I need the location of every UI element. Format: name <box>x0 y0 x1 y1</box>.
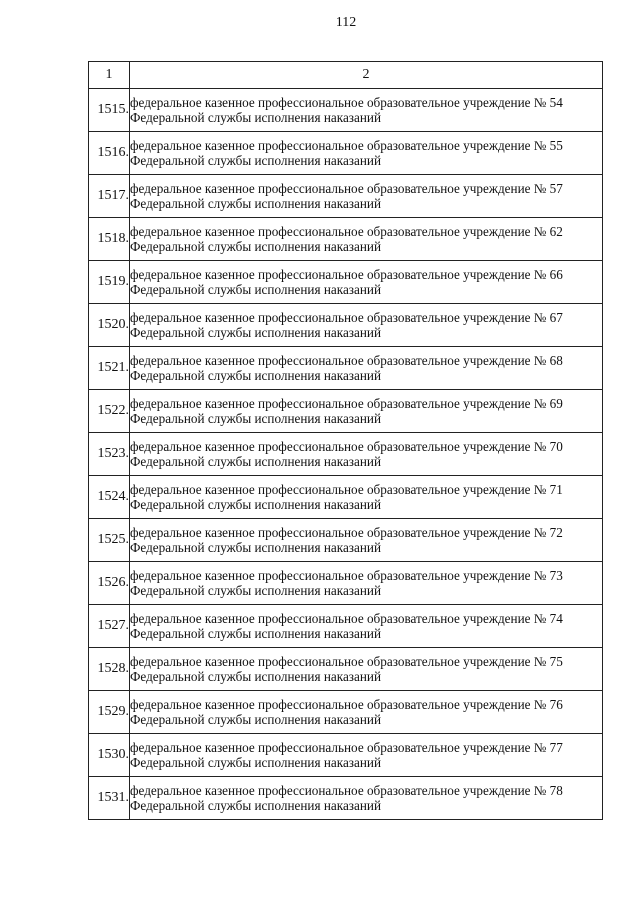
table-row <box>89 605 603 648</box>
column-header-name: 2 <box>130 62 603 89</box>
institution-name <box>130 777 603 820</box>
row-number: 1530. <box>89 734 130 777</box>
row-number: 1515. <box>89 89 130 132</box>
institution-name-line1: федеральное казенное профессиональное образовательное учреждение № 54 <box>130 95 563 110</box>
row-number: 1525. <box>89 519 130 562</box>
row-number: 1529. <box>89 691 130 734</box>
institution-name <box>130 562 603 605</box>
page-number: 112 <box>335 15 357 30</box>
row-number: 1531. <box>89 777 130 820</box>
institution-name-line1: федеральное казенное профессиональное образовательное учреждение № 71 <box>130 482 563 497</box>
institution-name <box>130 691 603 734</box>
institution-name <box>130 648 603 691</box>
institution-name-line1: федеральное казенное профессиональное образовательное учреждение № 57 <box>130 181 563 196</box>
row-number: 1527. <box>89 605 130 648</box>
institution-name-line1: федеральное казенное профессиональное образовательное учреждение № 67 <box>130 310 563 325</box>
row-number: 1520. <box>89 304 130 347</box>
institution-name-line1: федеральное казенное профессиональное образовательное учреждение № 55 <box>130 138 563 153</box>
institution-name <box>130 476 603 519</box>
institution-name <box>130 390 603 433</box>
row-number: 1518. <box>89 218 130 261</box>
table-row <box>89 347 603 390</box>
row-number: 1528. <box>89 648 130 691</box>
table-row <box>89 218 603 261</box>
institution-name-line2: Федеральной службы исполнения наказаний <box>130 325 382 340</box>
institution-name-line1: федеральное казенное профессиональное образовательное учреждение № 74 <box>130 611 563 626</box>
table-row <box>89 519 603 562</box>
institution-name <box>130 304 603 347</box>
row-number: 1521. <box>89 347 130 390</box>
institution-name <box>130 132 603 175</box>
row-number: 1526. <box>89 562 130 605</box>
table-row <box>89 390 603 433</box>
table-row <box>89 648 603 691</box>
table-row <box>89 476 603 519</box>
institution-name-line1: федеральное казенное профессиональное образовательное учреждение № 76 <box>130 697 563 712</box>
institution-name-line2: Федеральной службы исполнения наказаний <box>130 110 382 125</box>
table-row <box>89 132 603 175</box>
institution-name-line1: федеральное казенное профессиональное образовательное учреждение № 77 <box>130 740 563 755</box>
institution-name-line2: Федеральной службы исполнения наказаний <box>130 712 382 727</box>
row-number: 1516. <box>89 132 130 175</box>
institution-name <box>130 605 603 648</box>
column-header-number: 1 <box>89 62 130 89</box>
institution-name-line1: федеральное казенное профессиональное образовательное учреждение № 78 <box>130 783 563 798</box>
institution-name-line2: Федеральной службы исполнения наказаний <box>130 196 382 211</box>
institution-name-line2: Федеральной службы исполнения наказаний <box>130 755 382 770</box>
institution-name-line2: Федеральной службы исполнения наказаний <box>130 497 382 512</box>
institution-name-line1: федеральное казенное профессиональное образовательное учреждение № 75 <box>130 654 563 669</box>
table-row <box>89 777 603 820</box>
row-number: 1522. <box>89 390 130 433</box>
table-row <box>89 89 603 132</box>
institution-name-line2: Федеральной службы исполнения наказаний <box>130 454 382 469</box>
institution-name <box>130 519 603 562</box>
table-header-row <box>89 62 603 89</box>
table-row <box>89 734 603 777</box>
table-row <box>89 562 603 605</box>
institution-name-line2: Федеральной службы исполнения наказаний <box>130 153 382 168</box>
registry-table <box>88 61 603 820</box>
institution-name <box>130 175 603 218</box>
institution-name <box>130 261 603 304</box>
row-number: 1524. <box>89 476 130 519</box>
institution-name-line1: федеральное казенное профессиональное образовательное учреждение № 72 <box>130 525 563 540</box>
institution-name-line2: Федеральной службы исполнения наказаний <box>130 368 382 383</box>
table-row <box>89 261 603 304</box>
institution-name-line2: Федеральной службы исполнения наказаний <box>130 540 382 555</box>
table-body <box>89 89 603 820</box>
institution-name-line2: Федеральной службы исполнения наказаний <box>130 798 382 813</box>
institution-name-line1: федеральное казенное профессиональное образовательное учреждение № 69 <box>130 396 563 411</box>
institution-name-line1: федеральное казенное профессиональное образовательное учреждение № 68 <box>130 353 563 368</box>
institution-name-line1: федеральное казенное профессиональное образовательное учреждение № 73 <box>130 568 563 583</box>
institution-name-line2: Федеральной службы исполнения наказаний <box>130 669 382 684</box>
institution-name-line2: Федеральной службы исполнения наказаний <box>130 282 382 297</box>
table-row <box>89 175 603 218</box>
institution-name-line2: Федеральной службы исполнения наказаний <box>130 583 382 598</box>
table-row <box>89 691 603 734</box>
institution-name <box>130 433 603 476</box>
institution-name <box>130 218 603 261</box>
row-number: 1523. <box>89 433 130 476</box>
institution-name-line2: Федеральной службы исполнения наказаний <box>130 626 382 641</box>
table-row <box>89 304 603 347</box>
table-row <box>89 433 603 476</box>
institution-name-line2: Федеральной службы исполнения наказаний <box>130 411 382 426</box>
institution-name-line2: Федеральной службы исполнения наказаний <box>130 239 382 254</box>
institution-name <box>130 347 603 390</box>
row-number: 1517. <box>89 175 130 218</box>
institution-name <box>130 734 603 777</box>
institution-name <box>130 89 603 132</box>
institution-name-line1: федеральное казенное профессиональное образовательное учреждение № 70 <box>130 439 563 454</box>
institution-name-line1: федеральное казенное профессиональное образовательное учреждение № 62 <box>130 224 563 239</box>
institution-name-line1: федеральное казенное профессиональное образовательное учреждение № 66 <box>130 267 563 282</box>
row-number: 1519. <box>89 261 130 304</box>
